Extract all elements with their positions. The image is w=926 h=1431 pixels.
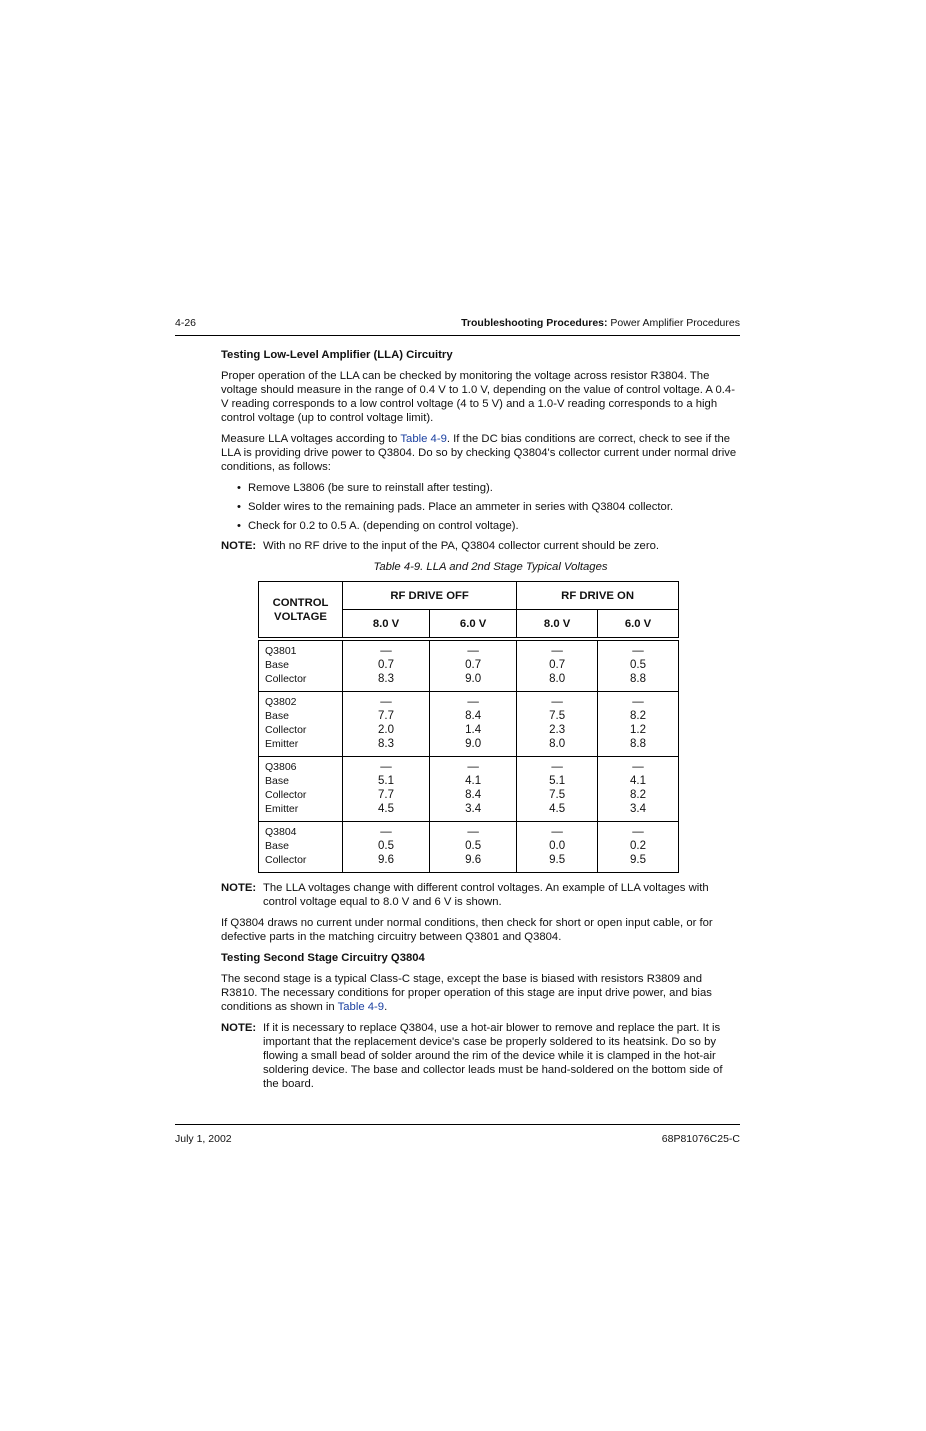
voltage-value: 7.7 (378, 710, 395, 722)
voltage-cell (598, 757, 679, 822)
running-title (461, 317, 740, 329)
rf-drive-off-header: RF DRIVE OFF (343, 582, 517, 610)
voltage-value: — (380, 826, 392, 838)
voltage-value: 8.8 (630, 673, 647, 685)
rf-drive-on-header: RF DRIVE ON (517, 582, 679, 610)
voltage-value: — (551, 761, 563, 773)
voltage-value: 3.4 (630, 803, 647, 815)
terminal-name: Collector (265, 854, 307, 866)
voltage-value: — (467, 645, 479, 657)
transistor-name: Q3804 (265, 826, 297, 838)
voltage-value: 9.5 (630, 854, 647, 866)
voltage-value: 8.3 (378, 738, 395, 750)
table-4-9-link[interactable]: Table 4-9 (400, 433, 447, 445)
voltage-value: 8.0 (549, 673, 566, 685)
voltage-cell (430, 822, 517, 873)
voltage-value: 4.5 (378, 803, 395, 815)
table-4-9-link[interactable]: Table 4-9 (337, 1001, 385, 1013)
table-row (259, 757, 679, 822)
paragraph-measure (221, 432, 740, 474)
voltage-value: 9.6 (465, 854, 482, 866)
voltage-value: 7.5 (549, 710, 566, 722)
note-no-rf-drive (221, 539, 740, 553)
voltage-cell (430, 692, 517, 757)
transistor-label-cell (259, 822, 343, 873)
subheader-cell: 6.0 V (598, 610, 679, 640)
header-rule (175, 335, 740, 336)
terminal-name: Base (265, 710, 289, 722)
voltage-value: 8.4 (465, 789, 482, 801)
voltage-cell (430, 757, 517, 822)
voltage-table (258, 581, 679, 873)
voltage-value: 9.5 (549, 854, 566, 866)
voltage-cell (343, 757, 430, 822)
terminal-name: Collector (265, 724, 307, 736)
running-title-rest: Power Amplifier Procedures (607, 317, 740, 329)
control-voltage-header: CONTROL VOLTAGE (259, 582, 343, 640)
terminal-name: Emitter (265, 738, 299, 750)
voltage-cell (517, 692, 598, 757)
voltage-cell (598, 692, 679, 757)
transistor-label-cell (259, 639, 343, 692)
subheader-cell: 8.0 V (517, 610, 598, 640)
terminal-name: Emitter (265, 803, 299, 815)
voltage-value: 8.4 (465, 710, 482, 722)
voltage-cell (517, 639, 598, 692)
voltage-value: — (632, 696, 644, 708)
voltage-value: 0.7 (378, 659, 395, 671)
paragraph-lla-intro: Proper operation of the LLA can be checked by monitoring the voltage across resistor R3804. The voltage should measure in the range of 0.4 V to 1.0 V, depending on the value of control voltage. A 0.4-V reading corresponds to a low control voltage (4 to 5 V) and a 1.0-V reading corresponds to a high control voltage (up to control voltage limit). (221, 370, 735, 424)
terminal-name: Base (265, 775, 289, 787)
table-row (259, 822, 679, 873)
voltage-value: 0.7 (549, 659, 566, 671)
voltage-cell (598, 639, 679, 692)
note-text: The LLA voltages change with different control voltages. An example of LLA voltages with control voltage equal to 8.0 V and 6 V is shown. (263, 882, 709, 908)
procedure-list (221, 481, 740, 533)
voltage-value: 4.1 (630, 775, 647, 787)
voltage-value: — (551, 645, 563, 657)
terminal-name: Base (265, 659, 289, 671)
running-title-bold: Troubleshooting Procedures: (461, 317, 608, 329)
voltage-value: 1.4 (465, 724, 482, 736)
text-run: Measure LLA voltages according to (221, 433, 401, 445)
transistor-name: Q3801 (265, 645, 297, 657)
voltage-value: — (467, 761, 479, 773)
voltage-value: 9.6 (378, 854, 395, 866)
text-run: . (384, 1001, 388, 1013)
voltage-value: 8.2 (630, 710, 647, 722)
voltage-value: 4.5 (549, 803, 566, 815)
transistor-name: Q3802 (265, 696, 297, 708)
voltage-cell (430, 639, 517, 692)
section-heading-second-stage: Testing Second Stage Circuitry Q3804 (221, 952, 425, 964)
note-label: NOTE: (221, 1022, 257, 1034)
voltage-value: 8.8 (630, 738, 647, 750)
note-label: NOTE: (221, 540, 257, 552)
voltage-value: 4.1 (465, 775, 482, 787)
footer-date: July 1, 2002 (175, 1133, 232, 1145)
voltage-value: 7.7 (378, 789, 395, 801)
note-label: NOTE: (221, 882, 257, 894)
voltage-cell (517, 757, 598, 822)
voltage-value: 8.0 (549, 738, 566, 750)
table-row (259, 639, 679, 692)
voltage-cell (598, 822, 679, 873)
voltage-cell (343, 822, 430, 873)
transistor-name: Q3806 (265, 761, 297, 773)
voltage-value: — (380, 761, 392, 773)
voltage-value: — (551, 696, 563, 708)
voltage-cell (517, 822, 598, 873)
voltage-value: — (467, 696, 479, 708)
voltage-value: 9.0 (465, 673, 482, 685)
terminal-name: Collector (265, 673, 307, 685)
voltage-value: — (632, 761, 644, 773)
voltage-value: 0.2 (630, 840, 647, 852)
terminal-name: Base (265, 840, 289, 852)
subheader-cell: 8.0 V (343, 610, 430, 640)
note-text: If it is necessary to replace Q3804, use a hot-air blower to remove and replace the part. It is important that the replacement device's case be properly soldered to its heatsink. Do so by flowing a small bead of solder around the rim of the device while it is clamped in the hot-air soldering device. The base and collector leads must be hand-soldered on the bottom side of the board. (263, 1022, 723, 1090)
note-text: With no RF drive to the input of the PA, Q3804 collector current should be zero. (263, 540, 660, 552)
voltage-value: 0.7 (465, 659, 482, 671)
voltage-value: 0.5 (465, 840, 482, 852)
transistor-label-cell (259, 757, 343, 822)
voltage-value: 1.2 (630, 724, 647, 736)
voltage-value: — (551, 826, 563, 838)
table-caption: Table 4-9. LLA and 2nd Stage Typical Voltages (373, 561, 608, 573)
voltage-value: 2.3 (549, 724, 566, 736)
list-item: • Check for 0.2 to 0.5 A. (depending on control voltage). (237, 519, 740, 533)
list-item: • Solder wires to the remaining pads. Place an ammeter in series with Q3804 collector. (237, 500, 740, 514)
voltage-value: 0.5 (630, 659, 647, 671)
table-body (259, 639, 679, 873)
page-number: 4-26 (175, 317, 197, 329)
paragraph-no-current: If Q3804 draws no current under normal conditions, then check for short or open input cable, or for defective parts in the matching circuitry between Q3801 and Q3804. (221, 917, 713, 943)
note-lla-voltages (221, 881, 740, 909)
voltage-cell (343, 639, 430, 692)
voltage-value: 7.5 (549, 789, 566, 801)
voltage-value: 5.1 (378, 775, 395, 787)
section-heading-lla: Testing Low-Level Amplifier (LLA) Circuitry (221, 349, 453, 361)
note-replace-q3804 (221, 1021, 740, 1091)
voltage-value: — (467, 826, 479, 838)
subheader-cell: 6.0 V (430, 610, 517, 640)
voltage-value: 0.5 (378, 840, 395, 852)
voltage-value: 8.2 (630, 789, 647, 801)
text-run: . If the DC bias conditions are correct, check to see if the LLA is providing drive power to Q3804. Do so by checking Q3804's collector current under normal drive conditions, as follows: (221, 433, 737, 473)
voltage-value: — (380, 696, 392, 708)
voltage-value: 0.0 (549, 840, 566, 852)
voltage-value: — (380, 645, 392, 657)
paragraph-second-stage (221, 972, 740, 1014)
footer-doc-number: 68P81076C25-C (661, 1133, 740, 1145)
footer-rule (175, 1124, 740, 1125)
table-row (259, 692, 679, 757)
page-body (221, 348, 740, 1098)
voltage-value: — (632, 645, 644, 657)
voltage-value: — (632, 826, 644, 838)
list-item: • Remove L3806 (be sure to reinstall after testing). (237, 481, 740, 495)
voltage-value: 9.0 (465, 738, 482, 750)
voltage-value: 2.0 (378, 724, 395, 736)
voltage-value: 3.4 (465, 803, 482, 815)
voltage-cell (343, 692, 430, 757)
transistor-label-cell (259, 692, 343, 757)
terminal-name: Collector (265, 789, 307, 801)
voltage-value: 5.1 (549, 775, 566, 787)
text-run: The second stage is a typical Class-C stage, except the base is biased with resistors R3809 and R3810. The necessary conditions for proper operation of this stage are input drive power, and bias conditions as shown in (221, 973, 712, 1013)
voltage-value: 8.3 (378, 673, 395, 685)
